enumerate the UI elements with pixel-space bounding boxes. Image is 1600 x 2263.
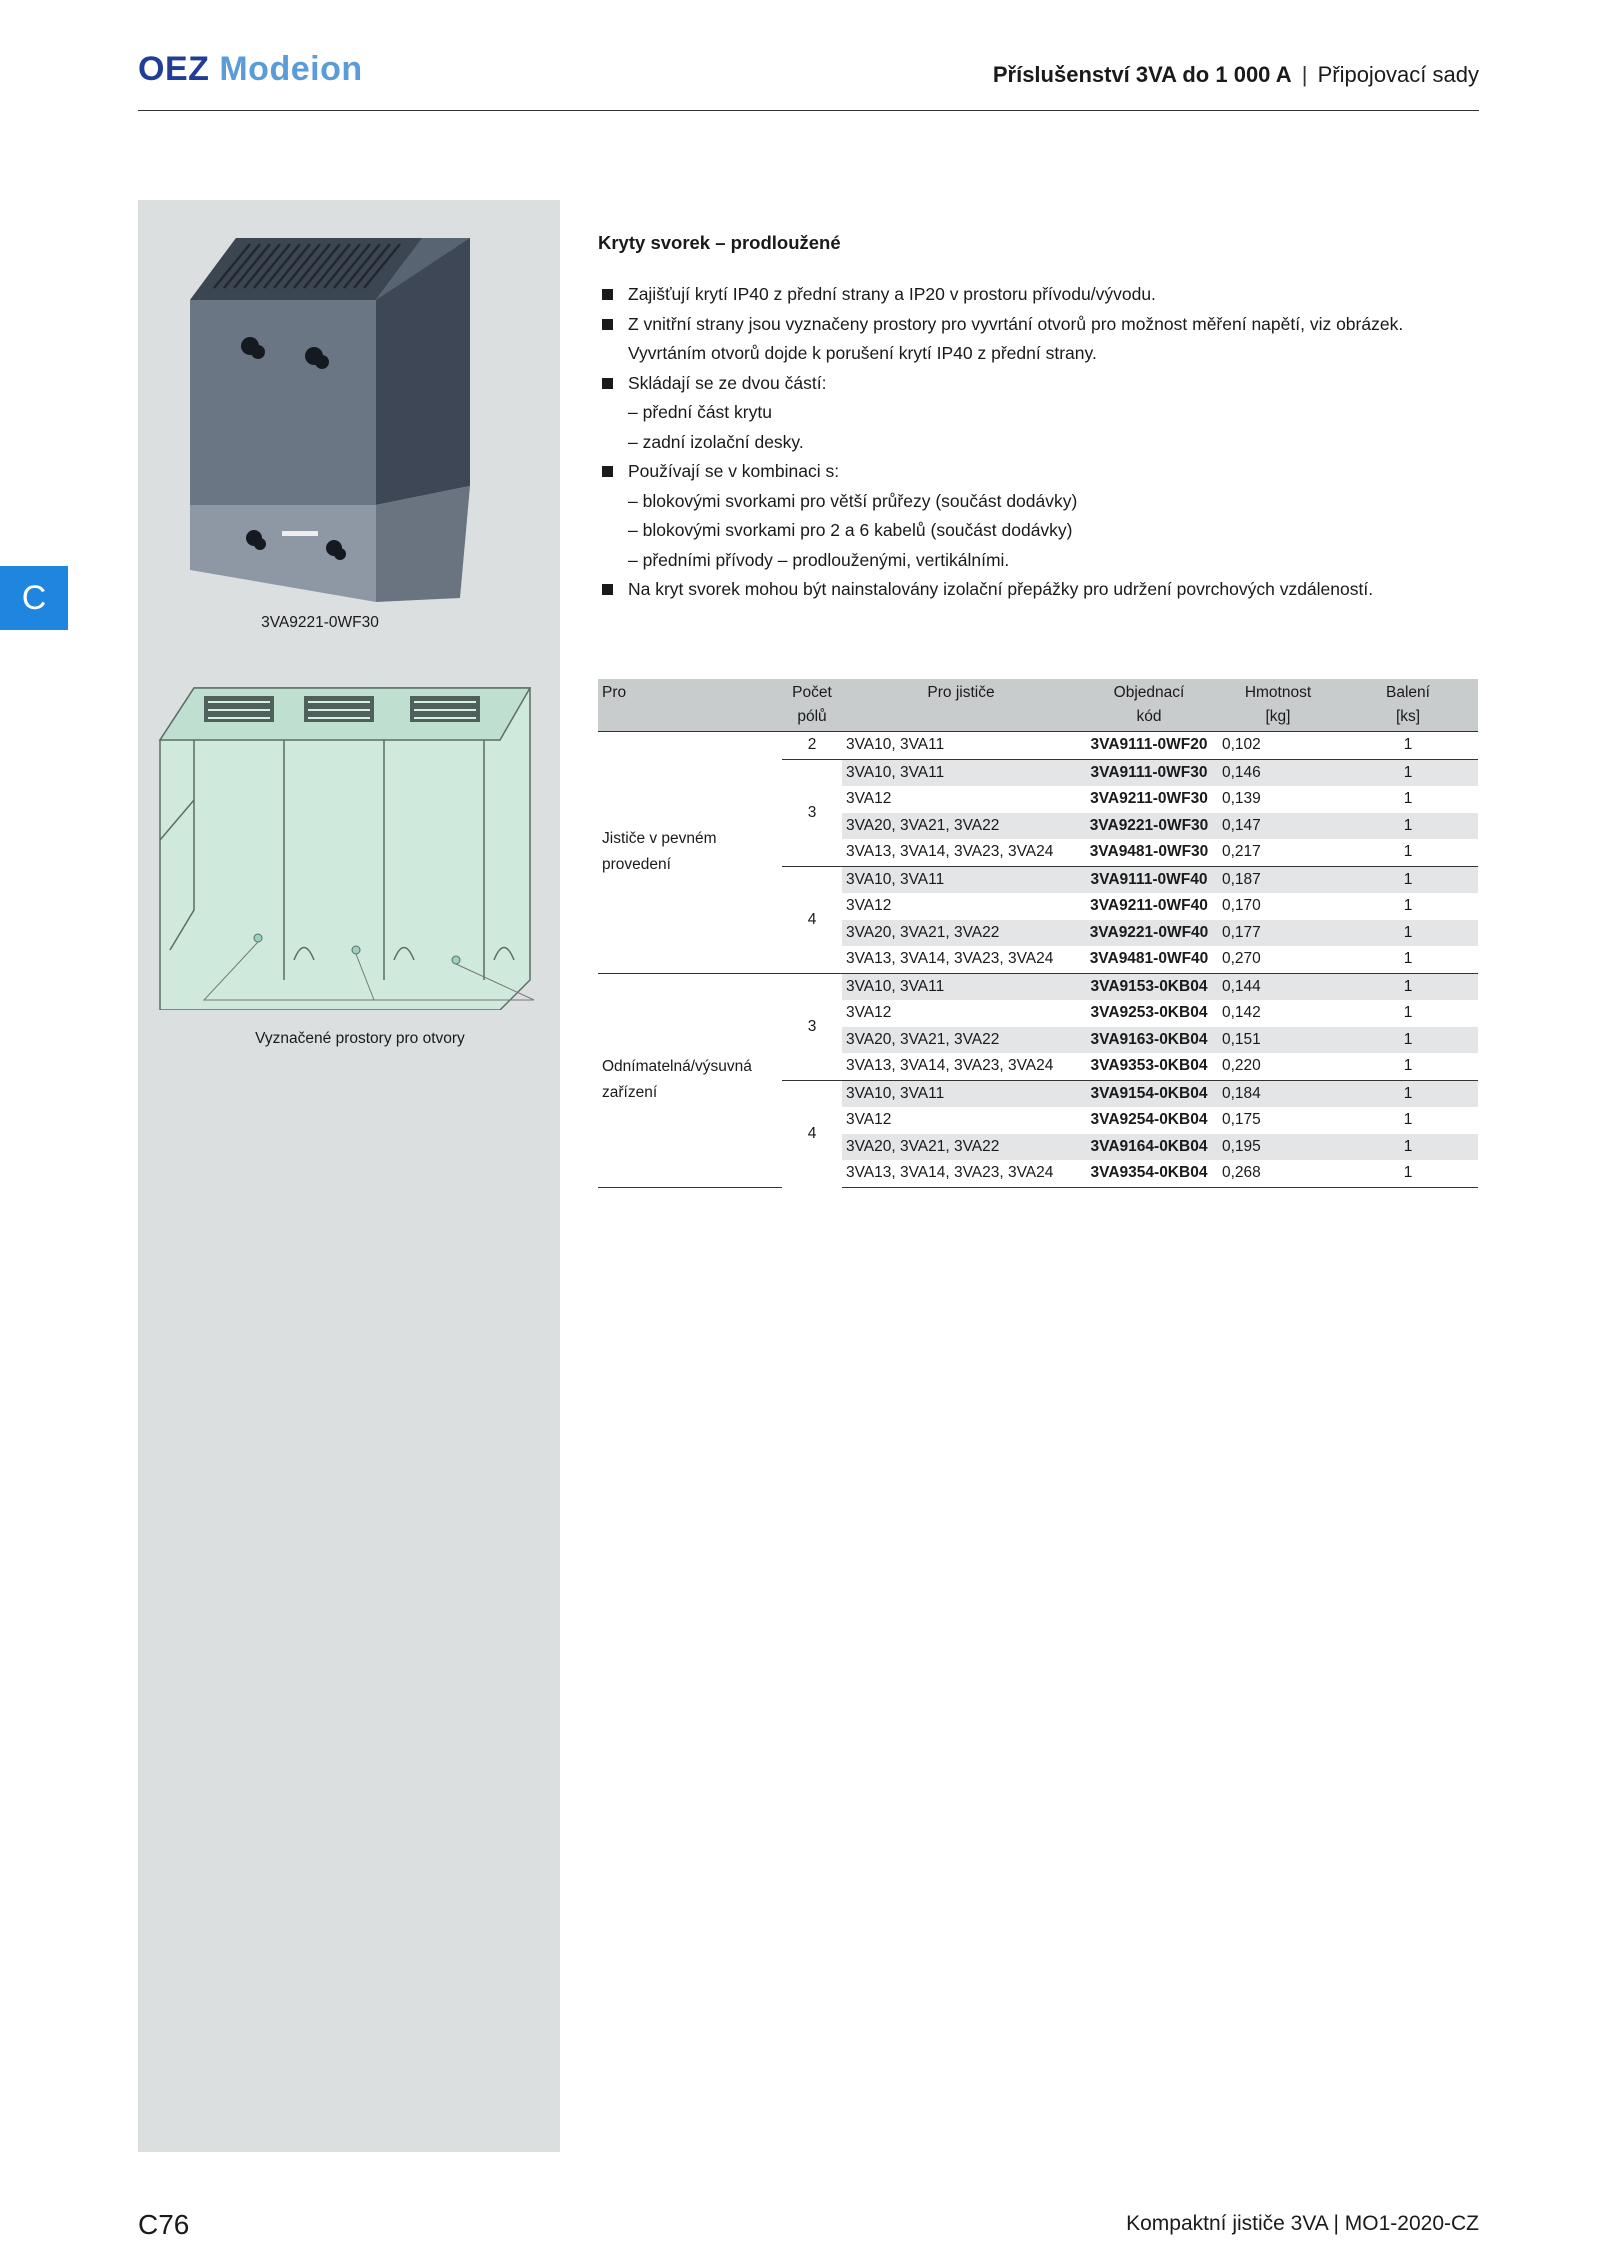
weight-cell: 0,184 <box>1218 1080 1338 1107</box>
order-code-cell: 3VA9163-0KB04 <box>1080 1027 1218 1054</box>
section-title: Kryty svorek – prodloužené <box>598 232 841 253</box>
header-title-bold: Příslušenství 3VA do 1 000 A <box>992 62 1292 87</box>
order-code-cell: 3VA9254-0KB04 <box>1090 1111 1208 1129</box>
pack-cell: 1 <box>1403 1111 1413 1129</box>
breakers-cell: 3VA10, 3VA11 <box>842 759 1080 786</box>
pack-cell: 1 <box>1338 1134 1478 1161</box>
breakers-cell: 3VA12 <box>846 790 892 808</box>
col-header-pack: Balení [ks] <box>1338 679 1478 732</box>
pack-cell: 1 <box>1403 843 1413 861</box>
pack-cell: 1 <box>1338 1160 1478 1187</box>
weight-cell: 0,220 <box>1222 1057 1261 1075</box>
weight-cell: 0,177 <box>1218 920 1338 947</box>
col-header-weight: Hmotnost [kg] <box>1218 679 1338 732</box>
weight-cell: 0,142 <box>1222 1004 1261 1022</box>
breakers-cell: 3VA10, 3VA11 <box>842 732 1080 760</box>
poles-cell: 2 <box>782 732 842 760</box>
order-code-cell: 3VA9481-0WF30 <box>1089 843 1209 861</box>
pack-cell: 1 <box>1338 1027 1478 1054</box>
pack-cell: 1 <box>1338 813 1478 840</box>
footer-separator: | <box>1333 2212 1339 2235</box>
order-code-cell: 3VA9221-0WF30 <box>1080 813 1218 840</box>
terminal-cover-photo <box>154 230 554 610</box>
feature-list-item: Zajišťují krytí IP40 z přední strany a IP20 v prostoru přívodu/vývodu. <box>598 280 1478 310</box>
weight-cell: 0,151 <box>1218 1027 1338 1054</box>
pack-cell: 1 <box>1338 759 1478 786</box>
pack-cell: 1 <box>1403 790 1413 808</box>
feature-list-item: – přední část krytu <box>628 402 772 422</box>
pack-cell: 1 <box>1338 920 1478 947</box>
poles-cell: 3 <box>782 759 842 866</box>
breakers-cell: 3VA13, 3VA14, 3VA23, 3VA24 <box>846 843 1054 861</box>
pack-cell: 1 <box>1403 1057 1413 1075</box>
order-code-cell: 3VA9111-0WF40 <box>1080 866 1218 893</box>
order-code-cell: 3VA9211-0WF40 <box>1090 897 1208 915</box>
col-header-for: Pro <box>598 679 782 732</box>
order-code-cell: 3VA9353-0KB04 <box>1090 1057 1208 1075</box>
footer-doc-code: MO1-2020-CZ <box>1344 2212 1479 2235</box>
pack-cell: 1 <box>1403 897 1413 915</box>
feature-list-item: – blokovými svorkami pro větší průřezy (součást dodávky) <box>628 490 1078 511</box>
pack-cell: 1 <box>1338 973 1478 1000</box>
weight-cell: 0,217 <box>1222 843 1261 861</box>
table-row <box>598 973 1478 1000</box>
breakers-cell: 3VA12 <box>846 897 892 915</box>
breakers-cell: 3VA20, 3VA21, 3VA22 <box>842 920 1080 947</box>
logo-product: Modeion <box>219 50 363 88</box>
section-tab[interactable]: C <box>0 566 68 630</box>
product-table <box>598 679 1478 1188</box>
header-title-light: Připojovací sady <box>1317 62 1479 87</box>
header-separator: | <box>1301 62 1308 87</box>
pack-cell: 1 <box>1338 866 1478 893</box>
brand-logo <box>138 50 363 89</box>
weight-cell: 0,195 <box>1218 1134 1338 1161</box>
breakers-cell: 3VA20, 3VA21, 3VA22 <box>842 1027 1080 1054</box>
image-caption: Vyznačené prostory pro otvory <box>255 1030 465 1047</box>
feature-list-item: – blokovými svorkami pro 2 a 6 kabelů (součást dodávky) <box>628 520 1073 540</box>
weight-cell: 0,102 <box>1218 732 1338 760</box>
col-header-order-code: Objednací kód <box>1080 679 1218 732</box>
order-code-cell: 3VA9111-0WF20 <box>1080 732 1218 760</box>
feature-list <box>598 280 1478 605</box>
order-code-cell: 3VA9211-0WF30 <box>1090 790 1208 808</box>
poles-cell: 4 <box>782 1080 842 1187</box>
weight-cell: 0,268 <box>1218 1160 1338 1187</box>
feature-list-item: Skládají se ze dvou částí: <box>598 369 1478 399</box>
order-code-cell: 3VA9481-0WF40 <box>1089 950 1209 968</box>
header-divider <box>138 110 1479 111</box>
page-header-title <box>993 62 1479 88</box>
breakers-cell: 3VA10, 3VA11 <box>842 866 1080 893</box>
weight-cell: 0,144 <box>1218 973 1338 1000</box>
poles-cell: 3 <box>782 973 842 1080</box>
weight-cell: 0,147 <box>1218 813 1338 840</box>
footer-doc-info <box>1126 2212 1479 2236</box>
order-code-cell: 3VA9111-0WF30 <box>1080 759 1218 786</box>
order-code-cell: 3VA9253-0KB04 <box>1090 1004 1208 1022</box>
group-cell: Jističe v pevném provedení <box>598 732 782 974</box>
weight-cell: 0,187 <box>1218 866 1338 893</box>
footer-doc-title: Kompaktní jističe 3VA <box>1126 2212 1328 2235</box>
pack-cell: 1 <box>1338 1080 1478 1107</box>
pack-cell: 1 <box>1403 1004 1413 1022</box>
breakers-cell: 3VA10, 3VA11 <box>842 973 1080 1000</box>
weight-cell: 0,139 <box>1222 790 1261 808</box>
image-caption: 3VA9221-0WF30 <box>261 614 379 631</box>
poles-cell: 4 <box>782 866 842 973</box>
table-header-row <box>598 679 1478 732</box>
feature-list-item: – předními přívody – prodlouženými, vertikálními. <box>628 549 1010 570</box>
breakers-cell: 3VA20, 3VA21, 3VA22 <box>842 1134 1080 1161</box>
weight-cell: 0,146 <box>1218 759 1338 786</box>
breakers-cell: 3VA13, 3VA14, 3VA23, 3VA24 <box>842 1160 1080 1187</box>
weight-cell: 0,270 <box>1222 950 1261 968</box>
breakers-cell: 3VA13, 3VA14, 3VA23, 3VA24 <box>846 950 1054 968</box>
table-row <box>598 732 1478 760</box>
order-code-cell: 3VA9164-0KB04 <box>1080 1134 1218 1161</box>
col-header-breakers: Pro jističe <box>842 679 1080 732</box>
pack-cell: 1 <box>1338 732 1478 760</box>
breakers-cell: 3VA13, 3VA14, 3VA23, 3VA24 <box>846 1057 1054 1075</box>
breakers-cell: 3VA12 <box>846 1111 892 1129</box>
breakers-cell: 3VA12 <box>846 1004 892 1022</box>
feature-list-item: – zadní izolační desky. <box>628 431 804 452</box>
feature-list-item: Z vnitřní strany jsou vyznačeny prostory pro vyvrtání otvorů pro možnost měření napětí, viz obrázek. <box>598 310 1478 340</box>
breakers-cell: 3VA10, 3VA11 <box>842 1080 1080 1107</box>
order-code-cell: 3VA9153-0KB04 <box>1080 973 1218 1000</box>
terminal-cover-inner-drawing <box>154 680 552 1010</box>
col-header-poles: Počet pólů <box>782 679 842 732</box>
order-code-cell: 3VA9154-0KB04 <box>1080 1080 1218 1107</box>
order-code-cell: 3VA9354-0KB04 <box>1080 1160 1218 1187</box>
weight-cell: 0,170 <box>1222 897 1261 915</box>
feature-list-item: Na kryt svorek mohou být nainstalovány izolační přepážky pro udržení povrchových vzdáleností. <box>598 575 1478 605</box>
pack-cell: 1 <box>1403 950 1413 968</box>
feature-list-item: Vyvrtáním otvorů dojde k porušení krytí IP40 z přední strany. <box>628 343 1097 363</box>
group-cell: Odnímatelná/výsuvná zařízení <box>598 973 782 1187</box>
order-code-cell: 3VA9221-0WF40 <box>1080 920 1218 947</box>
feature-list-item: Používají se v kombinaci s: <box>598 457 1478 487</box>
weight-cell: 0,175 <box>1222 1111 1261 1129</box>
page-number: C76 <box>138 2209 190 2240</box>
breakers-cell: 3VA20, 3VA21, 3VA22 <box>842 813 1080 840</box>
logo-brand: OEZ <box>138 50 210 88</box>
